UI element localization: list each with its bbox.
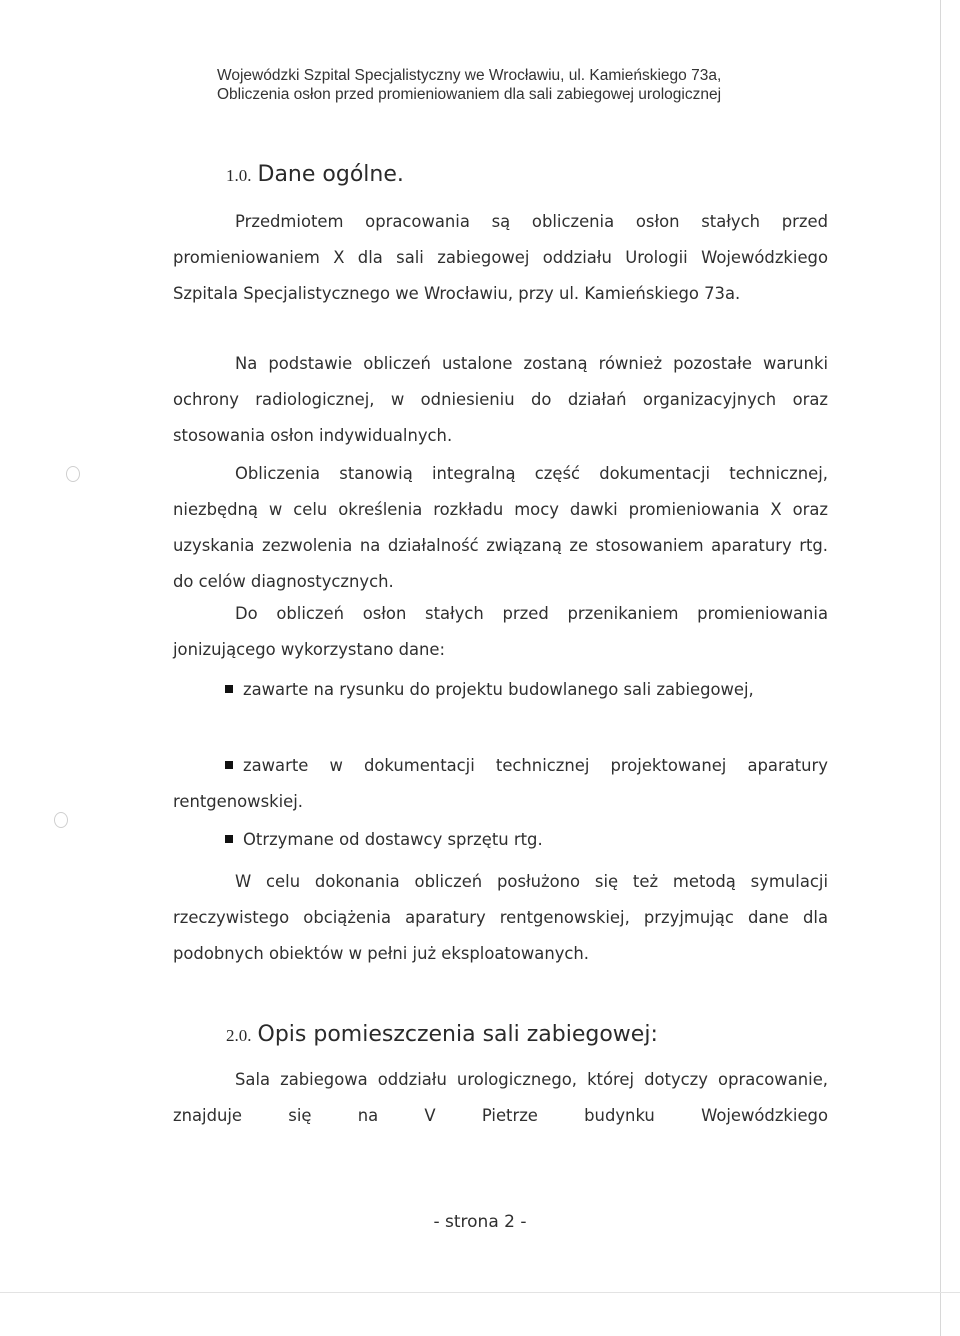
section-1-paragraph-4: Do obliczeń osłon stałych przed przenikaniem promieniowania jonizującego wykorzystano dane: [173,604,828,659]
header-line-1: Wojewódzki Szpital Specjalistyczny we Wrocławiu, ul. Kamieńskiego 73a, [217,67,722,84]
page-bottom-rule [0,1292,960,1293]
section-1-title: Dane ogólne. [257,162,404,187]
bullet-item [173,748,828,820]
section-1-closing-paragraph: W celu dokonania obliczeń posłużono się też metodą symulacji rzeczywistego obciążenia aparatury rentgenowskiej, przyjmując dane dla podobnych obiektów w pełni już eksploatowanych. [173,872,828,963]
bullet-text: Otrzymane od dostawcy sprzętu rtg. [243,830,543,849]
document-header [217,66,897,104]
page-edge [940,0,941,1336]
bullet-text: zawarte na rysunku do projektu budowlanego sali zabiegowej, [243,680,754,699]
bullet-square-icon [225,685,233,693]
section-1-paragraph-1: Przedmiotem opracowania są obliczenia osłon stałych przed promieniowaniem X dla sali zabiegowej oddziału Urologii Wojewódzkiego Szpitala Specjalistycznego we Wrocławiu, przy ul. Kamieńskiego 73a. [173,212,828,303]
section-1-heading [226,162,404,187]
section-1-number: 1.0. [226,166,252,185]
section-2-title: Opis pomieszczenia sali zabiegowej: [257,1022,658,1047]
header-line-2: Obliczenia osłon przed promieniowaniem dla sali zabiegowej urologicznej [217,86,722,103]
section-2-paragraph: Sala zabiegowa oddziału urologicznego, której dotyczy opracowanie, znajduje się na V Pietrze budynku Wojewódzkiego [173,1070,828,1125]
punch-hole-mark [66,466,80,482]
bullet-square-icon [225,835,233,843]
page-number-footer: - strona 2 - [433,1212,527,1232]
section-2-heading [226,1022,658,1047]
section-1-paragraph-3: Obliczenia stanowią integralną część dokumentacji technicznej, niezbędną w celu określenia rozkładu mocy dawki promieniowania X oraz uzyskania zezwolenia na działalność związaną ze stosowaniem aparatury rtg. do celów diagnostycznych. [173,464,828,591]
bullet-square-icon [225,761,233,769]
section-1-paragraph-2: Na podstawie obliczeń ustalone zostaną również pozostałe warunki ochrony radiologicznej, w odniesieniu do działań organizacyjnych oraz stosowania osłon indywidualnych. [173,354,828,445]
punch-hole-mark [54,812,68,828]
bullet-item [173,822,828,858]
bullet-item [173,672,828,708]
bullet-text: zawarte w dokumentacji technicznej projektowanej aparatury rentgenowskiej. [173,756,828,811]
section-2-number: 2.0. [226,1026,252,1045]
